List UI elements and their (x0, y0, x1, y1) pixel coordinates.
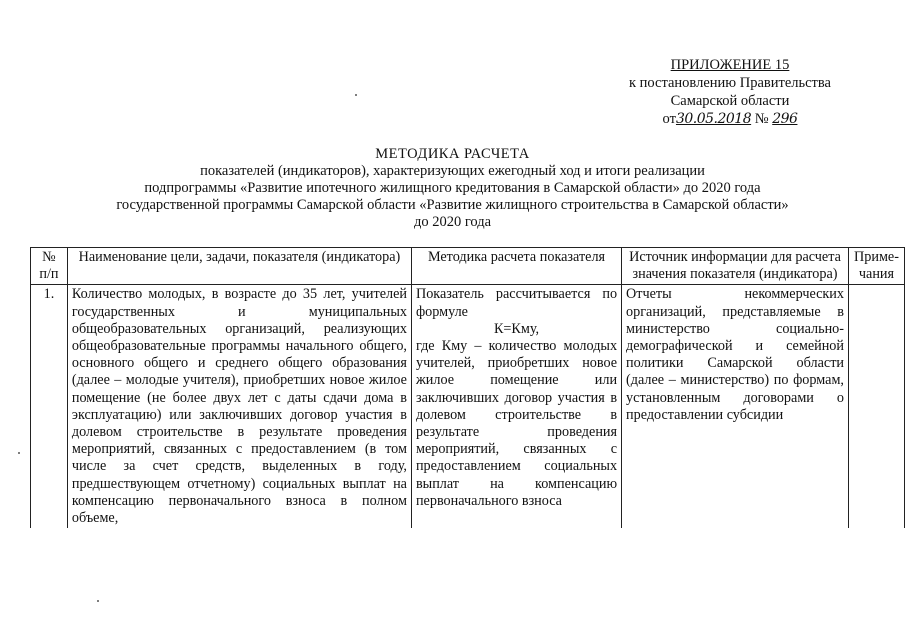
header-name: Наименование цели, задачи, показателя (индикатора) (67, 248, 411, 285)
row-source: Отчеты некоммерческих организаций, представляемые в министерство социально-демографической и семейной политики Самарской области (далее – министерство) по формам, установленным договорами о предоставлении субсидии (622, 285, 849, 528)
handwritten-number: 296 (772, 111, 798, 127)
document-heading (40, 146, 865, 231)
row-method (411, 285, 621, 528)
method-formula: К=Кму, (493, 320, 540, 337)
header-method: Методика расчета показателя (411, 248, 621, 285)
header-number: № п/п (31, 248, 68, 285)
scan-speck (97, 600, 99, 602)
method-body: где Кму – количество молодых учителей, приобретших новое жилое помещение или заключивших договор участия в долевом строительстве в результате проведения мероприятий, связанных с предоставлением социальных выплат на компенсацию первоначального взноса (415, 338, 618, 509)
table-header-row (31, 248, 905, 285)
document-title: МЕТОДИКА РАСЧЕТА (375, 146, 530, 162)
header-notes: Приме-чания (848, 248, 904, 285)
table-row (31, 285, 905, 528)
row-indicator-name: Количество молодых, в возрасте до 35 лет, учителей государственных и муниципальных общеобразовательных организаций, реализующих общеобразовательные программы начального общего, основного общего и среднего общего образования (далее – молодые учителя), приобретших новое жилое помещение (не более двух лет с даты сдачи дома в эксплуатацию) или заключивших договор участия в долевом строительстве в результате проведения мероприятий, связанных с предоставлением (в том числе за счет средств, выделенных в году, предшествующем отчетному) социальных выплат на компенсацию первоначального взноса в полном объеме, (67, 285, 411, 528)
scan-speck (18, 452, 20, 454)
method-intro: Показатель рассчитывается по формуле (415, 286, 618, 320)
appendix-line-region: Самарской области (670, 93, 790, 109)
date-prefix: от (662, 111, 676, 127)
number-prefix: № (754, 111, 769, 127)
heading-line-3: государственной программы Самарской области «Развитие жилищного строительства в Самарской области» (116, 197, 789, 213)
appendix-dateline (600, 110, 860, 128)
appendix-line-decree: к постановлению Правительства (629, 75, 831, 91)
row-notes (848, 285, 904, 528)
header-source: Источник информации для расчета значения показателя (индикатора) (622, 248, 849, 285)
appendix-block (600, 56, 860, 128)
row-number: 1. (31, 285, 68, 528)
heading-line-4: до 2020 года (413, 214, 492, 230)
scan-speck (355, 94, 357, 96)
handwritten-date: 30.05.2018 (675, 111, 752, 127)
heading-line-2: подпрограммы «Развитие ипотечного жилищного кредитования в Самарской области» до 2020 года (144, 180, 761, 196)
appendix-title: ПРИЛОЖЕНИЕ 15 (670, 57, 790, 73)
methodology-table (30, 247, 905, 528)
heading-line-1: показателей (индикаторов), характеризующих ежегодный ход и итоги реализации (200, 163, 705, 179)
